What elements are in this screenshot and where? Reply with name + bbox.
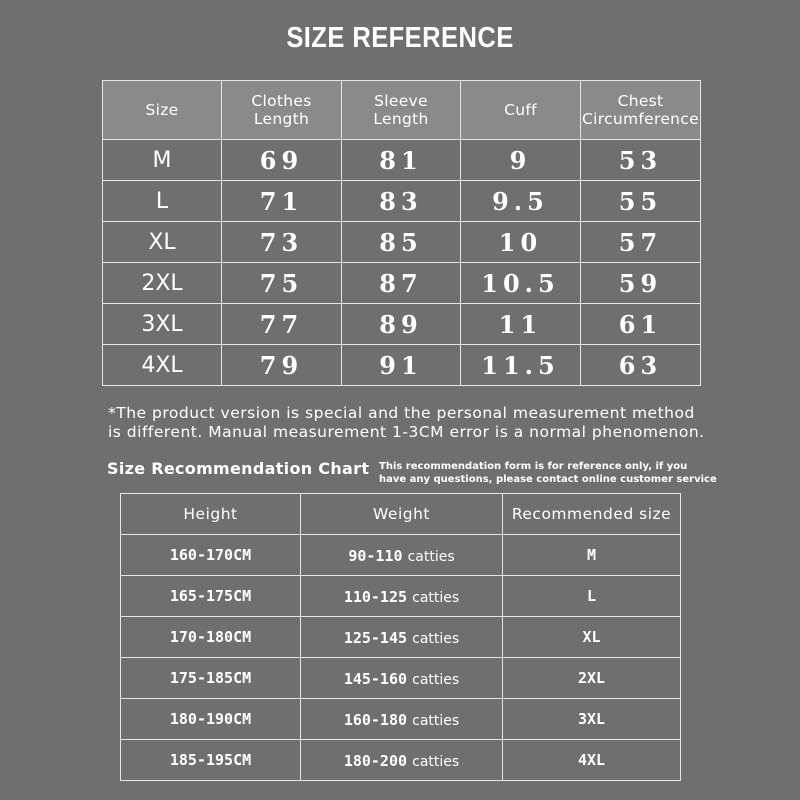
sleeve-length-cell: 91: [342, 345, 461, 386]
height-cell: 175-185CM: [121, 658, 301, 699]
weight-cell: [301, 740, 503, 781]
weight-cell: [301, 576, 503, 617]
recommended-size-cell: 4XL: [503, 740, 681, 781]
table-row: [121, 658, 681, 699]
sleeve-length-cell: 87: [342, 263, 461, 304]
weight-unit: catties: [412, 671, 460, 688]
table-row: [103, 140, 701, 181]
table-row: [103, 345, 701, 386]
recommended-size-cell: M: [503, 535, 681, 576]
height-cell: 165-175CM: [121, 576, 301, 617]
table-row: [103, 263, 701, 304]
clothes-length-cell: 69: [222, 140, 342, 181]
clothes-length-cell: 79: [222, 345, 342, 386]
cuff-cell: 11: [461, 304, 581, 345]
weight-cell: [301, 617, 503, 658]
weight-cell: [301, 699, 503, 740]
recommended-size-cell: 2XL: [503, 658, 681, 699]
clothes-length-cell: 77: [222, 304, 342, 345]
size-cell: L: [103, 181, 222, 222]
size-cell: XL: [103, 222, 222, 263]
weight-range: 180-200: [343, 751, 408, 770]
cuff-cell: 11.5: [461, 345, 581, 386]
header-weight: Weight: [301, 494, 503, 535]
chest-cell: 53: [581, 140, 701, 181]
height-cell: 170-180CM: [121, 617, 301, 658]
size-cell: 2XL: [103, 263, 222, 304]
table-row: [121, 617, 681, 658]
header-clothes-length: Clothes Length: [222, 81, 342, 140]
height-cell: 160-170CM: [121, 535, 301, 576]
measurement-note: [108, 404, 748, 442]
cuff-cell: 9.5: [461, 181, 581, 222]
table-row: [121, 740, 681, 781]
remark-line: have any questions, please contact online customer service: [379, 474, 717, 485]
recommended-size-cell: 3XL: [503, 699, 681, 740]
weight-unit: catties: [407, 548, 455, 565]
table-row: [103, 304, 701, 345]
cuff-cell: 9: [461, 140, 581, 181]
recommendation-title: Size Recommendation Chart: [107, 459, 370, 478]
note-line: is different. Manual measurement 1-3CM error is a normal phenomenon.: [108, 423, 705, 441]
weight-range: 90-110: [348, 546, 403, 565]
page-title: SIZE REFERENCE: [286, 22, 514, 54]
cuff-cell: 10.5: [461, 263, 581, 304]
recommendation-remark: [379, 460, 719, 486]
recommendation-header-row: [121, 494, 681, 535]
weight-unit: catties: [412, 712, 460, 729]
weight-range: 145-160: [343, 669, 408, 688]
note-line: *The product version is special and the personal measurement method: [108, 404, 695, 422]
chest-cell: 63: [581, 345, 701, 386]
size-cell: 4XL: [103, 345, 222, 386]
height-cell: 185-195CM: [121, 740, 301, 781]
weight-unit: catties: [412, 753, 460, 770]
sleeve-length-cell: 85: [342, 222, 461, 263]
sleeve-length-cell: 83: [342, 181, 461, 222]
weight-unit: catties: [412, 589, 460, 606]
size-table-header-row: [103, 81, 701, 140]
size-cell: 3XL: [103, 304, 222, 345]
table-row: [103, 181, 701, 222]
sleeve-length-cell: 89: [342, 304, 461, 345]
cuff-cell: 10: [461, 222, 581, 263]
chest-cell: 55: [581, 181, 701, 222]
weight-cell: [301, 535, 503, 576]
clothes-length-cell: 71: [222, 181, 342, 222]
header-cuff: Cuff: [461, 81, 581, 140]
header-height: Height: [121, 494, 301, 535]
header-size: Size: [103, 81, 222, 140]
weight-cell: [301, 658, 503, 699]
recommended-size-cell: XL: [503, 617, 681, 658]
sleeve-length-cell: 81: [342, 140, 461, 181]
clothes-length-cell: 75: [222, 263, 342, 304]
table-row: [121, 699, 681, 740]
weight-range: 125-145: [343, 628, 408, 647]
table-row: [103, 222, 701, 263]
table-row: [121, 535, 681, 576]
size-recommendation-table: [120, 493, 681, 781]
weight-unit: catties: [412, 630, 460, 647]
recommended-size-cell: L: [503, 576, 681, 617]
chest-cell: 59: [581, 263, 701, 304]
table-row: [121, 576, 681, 617]
chest-cell: 57: [581, 222, 701, 263]
header-recommended-size: Recommended size: [503, 494, 681, 535]
header-chest-circumference: Chest Circumference: [581, 81, 701, 140]
header-sleeve-length: Sleeve Length: [342, 81, 461, 140]
clothes-length-cell: 73: [222, 222, 342, 263]
remark-line: This recommendation form is for reference only, if you: [379, 461, 688, 472]
size-cell: M: [103, 140, 222, 181]
height-cell: 180-190CM: [121, 699, 301, 740]
weight-range: 160-180: [343, 710, 408, 729]
chest-cell: 61: [581, 304, 701, 345]
weight-range: 110-125: [343, 587, 408, 606]
size-reference-table: [102, 80, 701, 386]
